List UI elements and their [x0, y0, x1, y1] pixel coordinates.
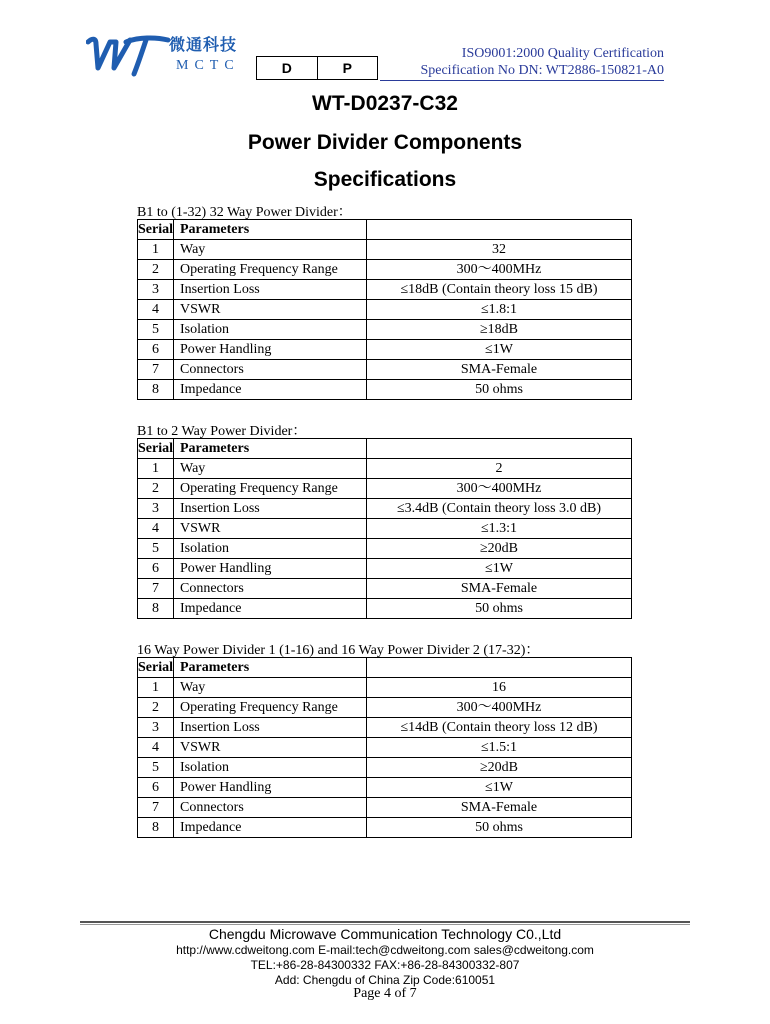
doc-type-d: D: [257, 57, 318, 79]
table-row: [138, 798, 632, 818]
cell-parameter: Way: [174, 459, 367, 479]
cell-parameter: Isolation: [174, 539, 367, 559]
cell-parameter: Impedance: [174, 818, 367, 838]
cell-parameter: Power Handling: [174, 340, 367, 360]
cell-parameter: Connectors: [174, 798, 367, 818]
cell-serial: 7: [138, 360, 174, 380]
table-row: [138, 738, 632, 758]
cell-parameter: Power Handling: [174, 778, 367, 798]
header-value: [367, 439, 632, 459]
cell-serial: 7: [138, 579, 174, 599]
cell-parameter: Insertion Loss: [174, 499, 367, 519]
doc-type-box: [256, 56, 378, 80]
cell-serial: 6: [138, 340, 174, 360]
cell-value: ≤14dB (Contain theory loss 12 dB): [367, 718, 632, 738]
cell-parameter: Isolation: [174, 758, 367, 778]
cell-serial: 3: [138, 499, 174, 519]
cell-value: ≤1.8:1: [367, 300, 632, 320]
footer-company: Chengdu Microwave Communication Technology C0.,Ltd: [208, 926, 562, 942]
table-header-row: [138, 658, 632, 678]
cell-value: 50 ohms: [367, 818, 632, 838]
cell-parameter: Operating Frequency Range: [174, 698, 367, 718]
cell-value: ≤1W: [367, 778, 632, 798]
cell-value: ≤1W: [367, 559, 632, 579]
table-2-caption: B1 to 2 Way Power Divider：: [137, 424, 307, 439]
cell-value: SMA-Female: [367, 798, 632, 818]
table-row: [138, 519, 632, 539]
header-parameters: Parameters: [174, 439, 367, 459]
table-row: [138, 380, 632, 400]
cell-serial: 2: [138, 479, 174, 499]
cell-serial: 8: [138, 818, 174, 838]
cell-value: 32: [367, 240, 632, 260]
cell-parameter: Operating Frequency Range: [174, 479, 367, 499]
header-serial: Serial: [138, 658, 174, 678]
table-row: [138, 459, 632, 479]
cell-serial: 8: [138, 380, 174, 400]
table-row: [138, 599, 632, 619]
cell-serial: 4: [138, 738, 174, 758]
cell-serial: 1: [138, 240, 174, 260]
cell-value: ≥18dB: [367, 320, 632, 340]
table-row: [138, 579, 632, 599]
cell-parameter: Impedance: [174, 380, 367, 400]
cell-serial: 6: [138, 559, 174, 579]
table-row: [138, 300, 632, 320]
logo-english-text: MCTC: [176, 58, 240, 73]
cell-serial: 3: [138, 280, 174, 300]
doc-model-title: WT-D0237-C32: [312, 92, 458, 115]
cell-value: ≤1W: [367, 340, 632, 360]
cell-value: ≤1.3:1: [367, 519, 632, 539]
table-row: [138, 360, 632, 380]
table-row: [138, 320, 632, 340]
cell-serial: 5: [138, 758, 174, 778]
table-row: [138, 260, 632, 280]
header-serial: Serial: [138, 220, 174, 240]
cell-serial: 6: [138, 778, 174, 798]
wt-logo-icon: [86, 34, 170, 78]
header-parameters: Parameters: [174, 220, 367, 240]
cell-value: ≥20dB: [367, 758, 632, 778]
cell-parameter: Insertion Loss: [174, 718, 367, 738]
cell-serial: 4: [138, 519, 174, 539]
cell-value: 300～400MHz: [367, 698, 632, 718]
table-row: [138, 778, 632, 798]
spec-table-32way: [137, 219, 632, 400]
cell-value: ≤1.5:1: [367, 738, 632, 758]
table-row: [138, 718, 632, 738]
table-row: [138, 539, 632, 559]
table-header-row: [138, 220, 632, 240]
cell-value: 300～400MHz: [367, 479, 632, 499]
table-row: [138, 479, 632, 499]
cell-parameter: Operating Frequency Range: [174, 260, 367, 280]
header-serial: Serial: [138, 439, 174, 459]
cell-parameter: Connectors: [174, 360, 367, 380]
certification-text: ISO9001:2000 Quality Certification: [461, 46, 664, 61]
header-underline: [380, 80, 664, 81]
table-row: [138, 559, 632, 579]
cell-serial: 5: [138, 539, 174, 559]
cell-parameter: Way: [174, 678, 367, 698]
cell-parameter: Impedance: [174, 599, 367, 619]
table-row: [138, 240, 632, 260]
cell-value: ≤18dB (Contain theory loss 15 dB): [367, 280, 632, 300]
cell-serial: 3: [138, 718, 174, 738]
doc-title: Power Divider Components: [247, 131, 523, 154]
table-row: [138, 818, 632, 838]
cell-value: ≥20dB: [367, 539, 632, 559]
cell-serial: 5: [138, 320, 174, 340]
spec-number: Specification No DN: WT2886-150821-A0: [420, 63, 664, 78]
cell-value: 16: [367, 678, 632, 698]
table-row: [138, 340, 632, 360]
header-value: [367, 658, 632, 678]
spec-table-2way: [137, 438, 632, 619]
footer-divider-thin: [80, 924, 690, 925]
header-info: [380, 45, 664, 79]
company-logo: [86, 28, 246, 84]
cell-value: SMA-Female: [367, 579, 632, 599]
header-value: [367, 220, 632, 240]
footer-phone-fax: TEL:+86-28-84300332 FAX:+86-28-84300332-807: [250, 958, 520, 972]
cell-serial: 2: [138, 698, 174, 718]
table-row: [138, 678, 632, 698]
footer-web-mail: http://www.cdweitong.com E-mail:tech@cdweitong.com sales@cdweitong.com: [176, 943, 594, 957]
cell-parameter: VSWR: [174, 738, 367, 758]
cell-serial: 8: [138, 599, 174, 619]
cell-parameter: Way: [174, 240, 367, 260]
header-parameters: Parameters: [174, 658, 367, 678]
table-row: [138, 280, 632, 300]
page-number: Page 4 of 7: [353, 986, 417, 1001]
cell-value: SMA-Female: [367, 360, 632, 380]
cell-serial: 1: [138, 459, 174, 479]
cell-serial: 7: [138, 798, 174, 818]
table-row: [138, 698, 632, 718]
page-header: [0, 0, 770, 90]
cell-parameter: Insertion Loss: [174, 280, 367, 300]
cell-parameter: Power Handling: [174, 559, 367, 579]
cell-parameter: VSWR: [174, 519, 367, 539]
cell-parameter: Isolation: [174, 320, 367, 340]
cell-value: 300～400MHz: [367, 260, 632, 280]
cell-value: 2: [367, 459, 632, 479]
table-1-caption: B1 to (1-32) 32 Way Power Divider：: [137, 205, 352, 220]
cell-value: 50 ohms: [367, 599, 632, 619]
spec-table-16way: [137, 657, 632, 838]
cell-serial: 2: [138, 260, 174, 280]
table-row: [138, 758, 632, 778]
cell-serial: 1: [138, 678, 174, 698]
cell-value: 50 ohms: [367, 380, 632, 400]
table-header-row: [138, 439, 632, 459]
doc-type-p: P: [342, 60, 352, 76]
cell-serial: 4: [138, 300, 174, 320]
doc-subtitle: Specifications: [313, 168, 457, 191]
cell-value: ≤3.4dB (Contain theory loss 3.0 dB): [367, 499, 632, 519]
footer-divider: [80, 921, 690, 923]
logo-chinese-text: 微通科技: [169, 35, 238, 54]
cell-parameter: Connectors: [174, 579, 367, 599]
cell-parameter: VSWR: [174, 300, 367, 320]
table-row: [138, 499, 632, 519]
footer-address: Add: Chengdu of China Zip Code:610051: [274, 973, 496, 987]
table-3-caption: 16 Way Power Divider 1 (1-16) and 16 Way Power Divider 2 (17-32)：: [137, 643, 540, 658]
